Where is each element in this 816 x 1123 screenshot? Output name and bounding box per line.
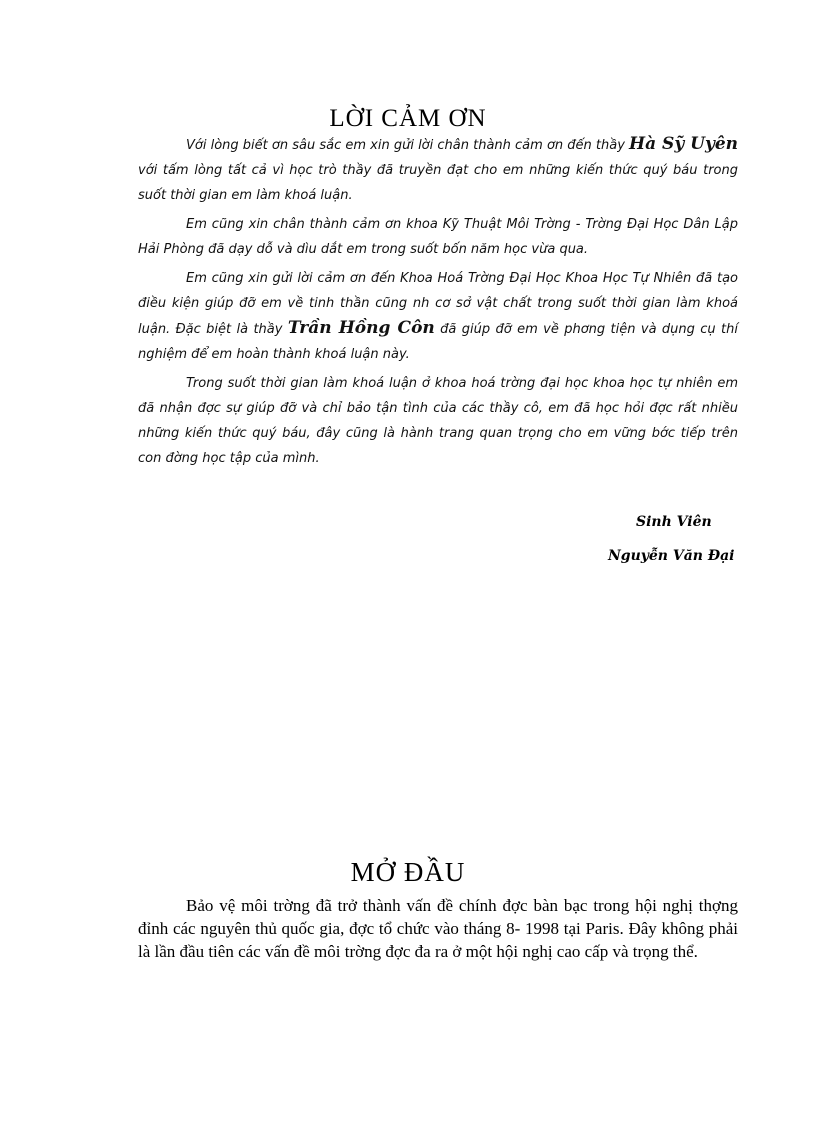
paragraph-text: Với lòng biết ơn sâu sắc em xin gửi lời chân thành cảm ơn đến thầy xyxy=(186,138,630,153)
teacher-name: Hà Sỹ Uyên xyxy=(629,134,739,154)
introduction-body xyxy=(138,894,738,963)
introduction-title: MỞ ĐẦU xyxy=(350,857,466,887)
paragraph-text: đã giúp đỡ em về phơng tiện và dụng cụ thí nghiệm để em hoàn thành khoá luận này. xyxy=(138,322,738,362)
introduction-paragraph: Bảo vệ môi trờng đã trở thành vấn đề chính đợc bàn bạc trong hội nghị thợng đỉnh các nguyên thủ quốc gia, đợc tổ chức vào tháng 8- 1998 tại Paris. Đây không phải là lần đầu tiên các vấn đề môi trờng đợc đa ra ở một hội nghị cao cấp và trọng thể. xyxy=(138,896,738,961)
signature-title: Sinh Viên xyxy=(636,514,712,530)
acknowledgement-paragraph-4: Trong suốt thời gian làm khoá luận ở khoa hoá trờng đại học khoa học tự nhiên em đã nhận đợc sự giúp đỡ và chỉ bảo tận tình của các thầy cô, em đã học hỏi đợc rất nhiều những kiến thức quý báu, đây cũng là hành trang quan trọng cho em vững bớc tiếp trên con đờng học tập của mình. xyxy=(138,376,738,466)
acknowledgement-paragraph-3 xyxy=(138,266,738,367)
acknowledgement-body xyxy=(138,132,738,475)
acknowledgement-paragraph-1 xyxy=(138,132,738,208)
paragraph-text: Em cũng xin gửi lời cảm ơn đến Khoa Hoá Trờng Đại Học Khoa Học Tự Nhiên đã tạo điều kiện giúp đỡ em về tinh thần cũng nh cơ sở vật chất trong suốt thời gian làm khoá luận. Đặc biệt là thầy xyxy=(138,271,738,337)
acknowledgement-title: LỜI CẢM ƠN xyxy=(329,105,487,132)
acknowledgement-paragraph-2: Em cũng xin chân thành cảm ơn khoa Kỹ Thuật Môi Trờng - Trờng Đại Học Dân Lập Hải Phòng đã dạy dỗ và dìu dắt em trong suốt bốn năm học vừa qua. xyxy=(138,217,738,257)
signature-name: Nguyễn Văn Đại xyxy=(608,548,735,564)
teacher-name: Trần Hồng Côn xyxy=(287,318,435,338)
paragraph-text: với tấm lòng tất cả vì học trò thầy đã truyền đạt cho em những kiến thức quý báu trong suốt thời gian em làm khoá luận. xyxy=(138,163,738,203)
